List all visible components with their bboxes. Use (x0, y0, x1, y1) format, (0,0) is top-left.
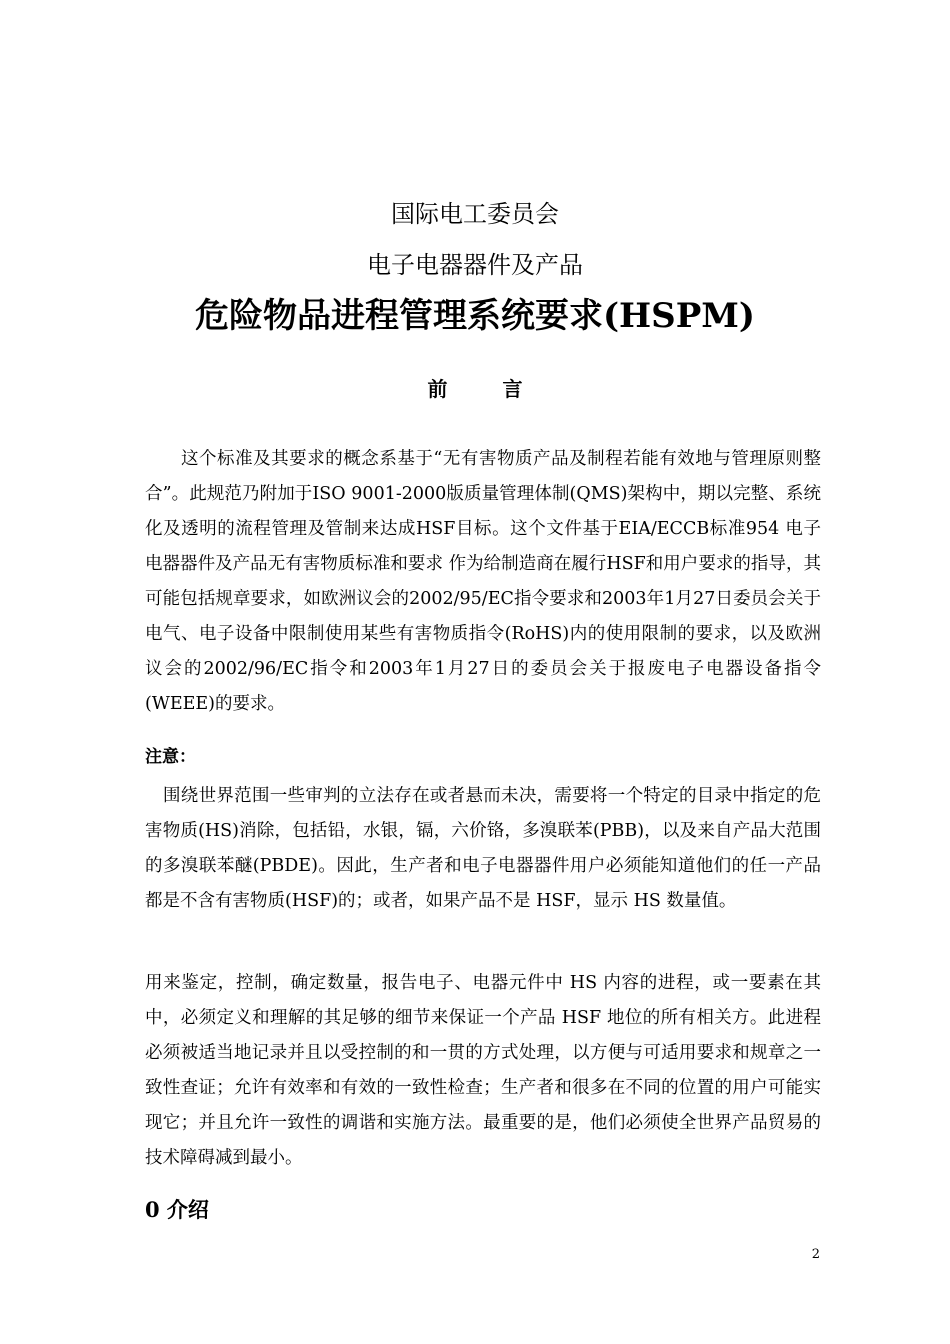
page-number: 2 (811, 1247, 820, 1262)
section-heading-introduction: 0 介绍 (145, 1197, 209, 1222)
document-title: 危险物品进程管理系统要求(HSPM) (194, 296, 756, 336)
note-paragraph: 围绕世界范围一些审判的立法存在或者悬而未决，需要将一个特定的目录中指定的危害物质(HS)消除，包括铅，水银，镉，六价铬，多溴联苯(PBB)，以及来自产品大范围的多溴联苯醚(PBDE)。因此，生产者和电子电器器件用户必须能知道他们的任一产品都是不含有害物质(HSF)的；或者，如果产品不是 HSF，显示 HS 数量值。 (145, 786, 821, 911)
organization-name: 国际电工委员会 (391, 200, 559, 228)
note-label: 注意： (145, 747, 196, 767)
foreword-paragraph: 这个标准及其要求的概念系基于“无有害物质产品及制程若能有效地与管理原则整合”。此规范乃附加于ISO 9001-2000版质量管理体制(QMS)架构中，期以完整、系统化及透明的流程管理及管制来达成HSF目标。这个文件基于EIA/ECCB标准954 电子电器器件及产品无有害物质标准和要求 作为给制造商在履行HSF和用户要求的指导，其可能包括规章要求，如欧洲议会的2002/95/EC指令要求和2003年1月27日委员会关于电气、电子设备中限制使用某些有害物质指令(RoHS)内的使用限制的要求，以及欧洲议会的2002/96/EC指令和2003年1月27日的委员会关于报废电子电器设备指令(WEEE)的要求。 (145, 449, 821, 714)
process-paragraph: 用来鉴定，控制，确定数量，报告电子、电器元件中 HS 内容的进程，或一要素在其中，必须定义和理解的其足够的细节来保证一个产品 HSF 地位的所有相关方。此进程必须被适当地记录并且以受控制的和一贯的方式处理，以方便与可适用要求和规章之一致性查证；允许有效率和有效的一致性检查；生产者和很多在不同的位置的用户可能实现它；并且允许一致性的调谐和实施方法。最重要的是，他们必须使全世界产品贸易的技术障碍减到最小。 (145, 973, 821, 1168)
document-subtitle: 电子电器器件及产品 (367, 251, 583, 279)
foreword-heading: 前 言 (427, 377, 547, 401)
